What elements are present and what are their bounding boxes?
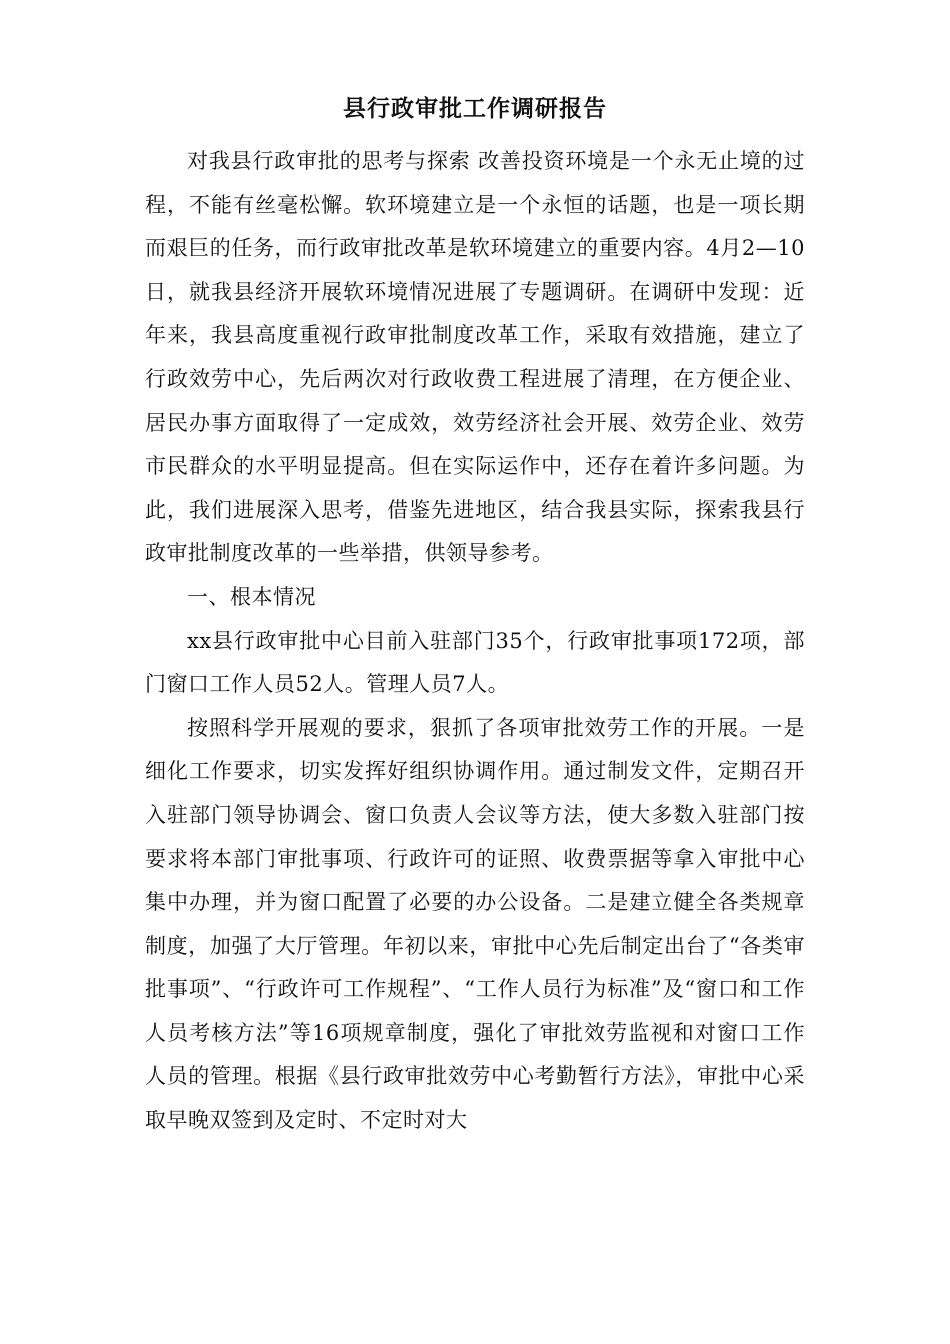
paragraph-basic-figures: xx县行政审批中心目前入驻部门35个，行政审批事项172项，部门窗口工作人员52人。管理人员7人。 xyxy=(145,628,805,697)
paragraph-intro: 对我县行政审批的思考与探索 改善投资环境是一个永无止境的过程，不能有丝毫松懈。软环境建立是一个永恒的话题，也是一项长期而艰巨的任务，而行政审批改革是软环境建立的重要内容。4月2—10日，就我县经济开展软环境情况进展了专题调研。在调研中发现：近年来，我县高度重视行政审批制度改革工作，采取有效措施，建立了行政效劳中心，先后两次对行政收费工程进展了清理，在方便企业、居民办事方面取得了一定成效，效劳经济社会开展、效劳企业、效劳市民群众的水平明显提高。但在实际运作中，还存在着许多问题。为此，我们进展深入思考，借鉴先进地区，结合我县实际，探索我县行政审批制度改革的一些举措，供领导参考。 xyxy=(145,149,805,566)
paragraph-work-measures: 按照科学开展观的要求，狠抓了各项审批效劳工作的开展。一是细化工作要求，切实发挥好组织协调作用。通过制发文件，定期召开入驻部门领导协调会、窗口负责人会议等方法，使大多数入驻部门按要求将本部门审批事项、行政许可的证照、收费票据等拿入审批中心集中办理，并为窗口配置了必要的办公设备。二是建立健全各类规章制度，加强了大厅管理。年初以来，审批中心先后制定出台了“各类审批事项”、“行政许可工作规程”、“工作人员行为标准”及“窗口和工作人员考核方法”等16项规章制度，强化了审批效劳监视和对窗口工作人员的管理。根据《县行政审批效劳中心考勤暂行方法》，审批中心采取早晚双签到及定时、不定时对大 xyxy=(145,715,805,1133)
document-title: 县行政审批工作调研报告 xyxy=(343,95,607,122)
section-heading-basic-situation: 一、根本情况 xyxy=(187,584,316,609)
document-body xyxy=(145,140,805,1143)
